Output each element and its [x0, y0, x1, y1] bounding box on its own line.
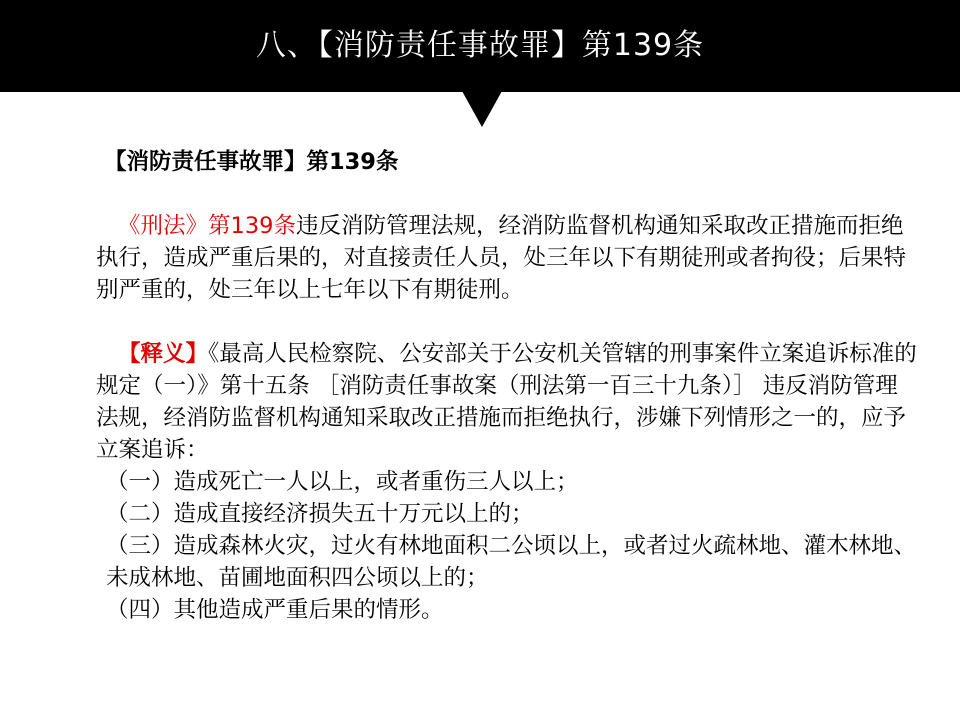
law-paragraph	[96, 210, 920, 306]
interpretation-label: 【释义】	[118, 341, 209, 367]
section-heading: 【消防责任事故罪】第139条	[104, 149, 399, 175]
law-reference: 《刑法》第139条	[118, 213, 296, 239]
title-pointer-arrow	[462, 91, 502, 127]
page-title: 八、【消防责任事故罪】第139条	[255, 28, 705, 63]
list-item: （四）其他造成严重后果的情形。	[106, 597, 444, 623]
interpretation-paragraph	[96, 338, 920, 626]
list-item: （二）造成直接经济损失五十万元以上的；	[106, 501, 534, 527]
list-item: （一）造成死亡一人以上，或者重伤三人以上；	[106, 469, 579, 495]
list-item: （三）造成森林火灾，过火有林地面积二公顷以上，或者过火疏林地、灌木林地、未成林地、苗圃地面积四公顷以上的；	[106, 533, 917, 591]
law-text: 违反消防管理法规，经消防监督机构通知采取改正措施而拒绝执行，造成严重后果的，对直接责任人员，处三年以下有期徒刑或者拘役；后果特别严重的，处三年以上七年以下有期徒刑。	[96, 213, 907, 303]
content-body	[96, 146, 920, 626]
title-bar	[0, 0, 960, 92]
interpretation-text: 《最高人民检察院、公安部关于公安机关管辖的刑事案件立案追诉标准的规定（一）》第十五条 ［消防责任事故案（刑法第一百三十九条）］ 违反消防管理法规，经消防监督机构通知采取改正措施而拒绝执行，涉嫌下列情形之一的，应予立案追诉：	[96, 341, 917, 463]
interpretation-intro	[96, 338, 920, 466]
